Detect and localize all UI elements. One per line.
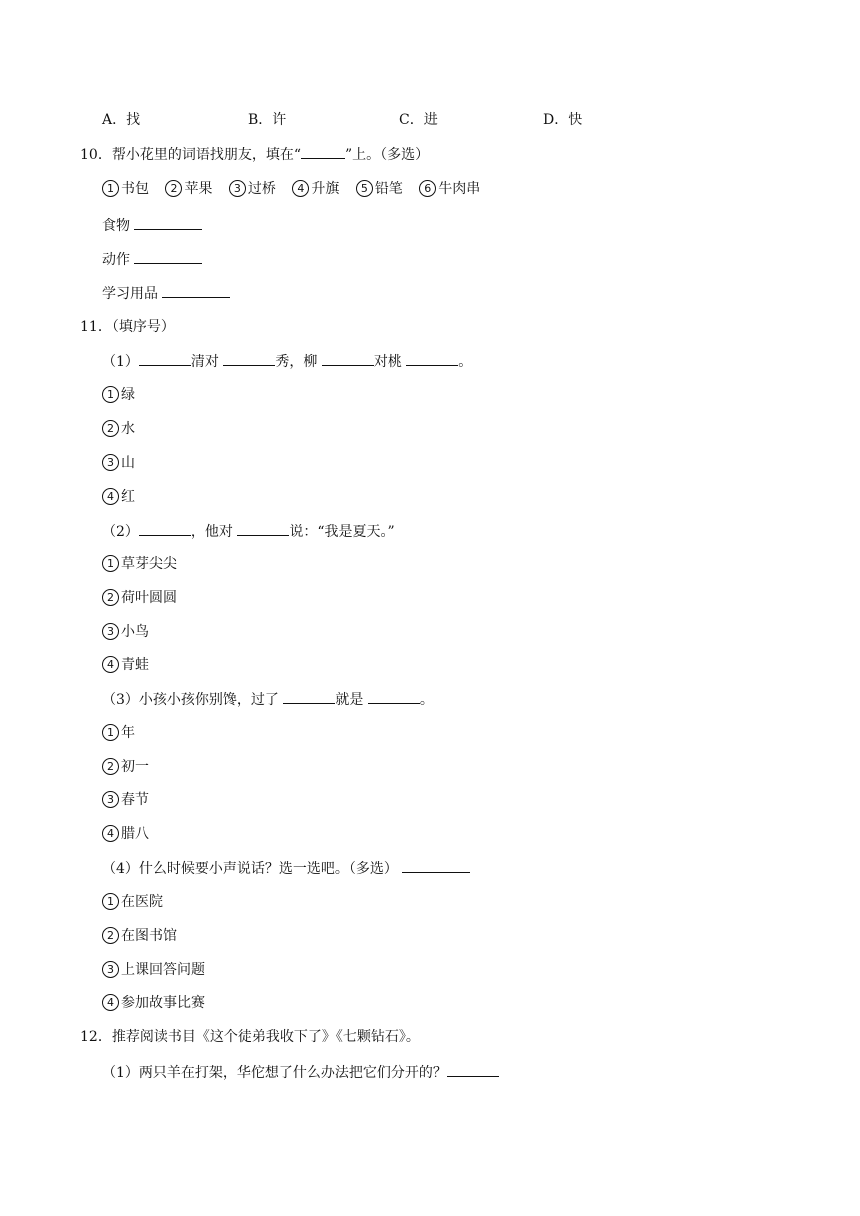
circled-number: 2 xyxy=(102,927,119,944)
circled-number: 2 xyxy=(102,758,119,775)
q11-part2: （2） ，他对 说：“我是夏天。” xyxy=(102,521,395,542)
answer-blank[interactable] xyxy=(447,1062,499,1077)
q10-stem: 10．帮小花里的词语找朋友，填在“ ”上。（多选） xyxy=(80,144,429,165)
q12-part1: （1）两只羊在打架，华佗想了什么办法把它们分开的？ xyxy=(102,1062,499,1083)
answer-blank[interactable] xyxy=(237,521,289,536)
question-number: 10． xyxy=(80,147,112,163)
circled-number: 4 xyxy=(102,994,119,1011)
q11-stem: 11．（填序号） xyxy=(80,319,175,335)
circled-number: 2 xyxy=(102,589,119,606)
q9-option-b: B．许 xyxy=(248,112,287,128)
word-item: 1 书包 xyxy=(102,181,149,197)
option-item: 2 在图书馆 xyxy=(102,926,177,946)
answer-blank[interactable] xyxy=(139,521,191,536)
circled-number: 5 xyxy=(356,180,373,197)
circled-number: 3 xyxy=(102,791,119,808)
answer-blank[interactable] xyxy=(139,351,191,366)
option-item: 2 初一 xyxy=(102,757,149,777)
circled-number: 4 xyxy=(102,656,119,673)
circled-number: 6 xyxy=(419,180,436,197)
answer-blank[interactable] xyxy=(301,144,345,159)
q11-part4: （4）什么时候要小声说话？选一选吧。（多选） xyxy=(102,858,470,879)
q11-part3: （3）小孩小孩你别馋，过了 就是 。 xyxy=(102,689,434,710)
option-item: 4 青蛙 xyxy=(102,655,149,675)
option-item: 4 参加故事比赛 xyxy=(102,993,205,1013)
circled-number: 3 xyxy=(102,454,119,471)
option-item: 2 水 xyxy=(102,419,135,439)
answer-blank[interactable] xyxy=(368,689,420,704)
answer-blank[interactable] xyxy=(134,215,202,230)
circled-number: 1 xyxy=(102,724,119,741)
option-item: 1 年 xyxy=(102,723,135,743)
q9-option-d: D．快 xyxy=(543,112,583,128)
circled-number: 3 xyxy=(229,180,246,197)
option-item: 1 草芽尖尖 xyxy=(102,554,177,574)
circled-number: 4 xyxy=(102,488,119,505)
circled-number: 1 xyxy=(102,386,119,403)
answer-blank[interactable] xyxy=(406,351,458,366)
circled-number: 2 xyxy=(165,180,182,197)
question-number: 11． xyxy=(80,319,112,335)
q10-category-food: 食物 xyxy=(102,215,202,236)
word-item: 6 牛肉串 xyxy=(419,181,480,197)
answer-blank[interactable] xyxy=(223,351,275,366)
word-item: 5 铅笔 xyxy=(356,181,403,197)
option-item: 3 上课回答问题 xyxy=(102,960,205,980)
word-item: 3 过桥 xyxy=(229,181,276,197)
q11-part1: （1） 清对 秀，柳 对桃 。 xyxy=(102,351,472,372)
answer-blank[interactable] xyxy=(162,283,230,298)
option-item: 4 红 xyxy=(102,487,135,507)
answer-blank[interactable] xyxy=(322,351,374,366)
circled-number: 3 xyxy=(102,623,119,640)
option-item: 3 春节 xyxy=(102,790,149,810)
answer-blank[interactable] xyxy=(283,689,335,704)
q10-word-list xyxy=(102,179,480,199)
option-item: 4 腊八 xyxy=(102,824,149,844)
word-item: 2 苹果 xyxy=(165,181,212,197)
q10-category-study: 学习用品 xyxy=(102,283,230,304)
circled-number: 4 xyxy=(102,825,119,842)
circled-number: 1 xyxy=(102,555,119,572)
question-number: 12． xyxy=(80,1029,112,1045)
option-item: 2 荷叶圆圆 xyxy=(102,588,177,608)
circled-number: 2 xyxy=(102,420,119,437)
option-item: 1 绿 xyxy=(102,385,135,405)
circled-number: 3 xyxy=(102,961,119,978)
option-item: 3 山 xyxy=(102,453,135,473)
q9-option-c: C．进 xyxy=(399,112,438,128)
q9-options xyxy=(102,110,602,130)
circled-number: 4 xyxy=(292,180,309,197)
word-item: 4 升旗 xyxy=(292,181,339,197)
answer-blank[interactable] xyxy=(134,249,202,264)
answer-blank[interactable] xyxy=(402,858,470,873)
q9-option-a: A．找 xyxy=(102,112,141,128)
circled-number: 1 xyxy=(102,893,119,910)
circled-number: 1 xyxy=(102,180,119,197)
q12-stem: 12．推荐阅读书目《这个徒弟我收下了》《七颗钻石》。 xyxy=(80,1029,420,1045)
q10-category-action: 动作 xyxy=(102,249,202,270)
option-item: 3 小鸟 xyxy=(102,622,149,642)
option-item: 1 在医院 xyxy=(102,892,163,912)
